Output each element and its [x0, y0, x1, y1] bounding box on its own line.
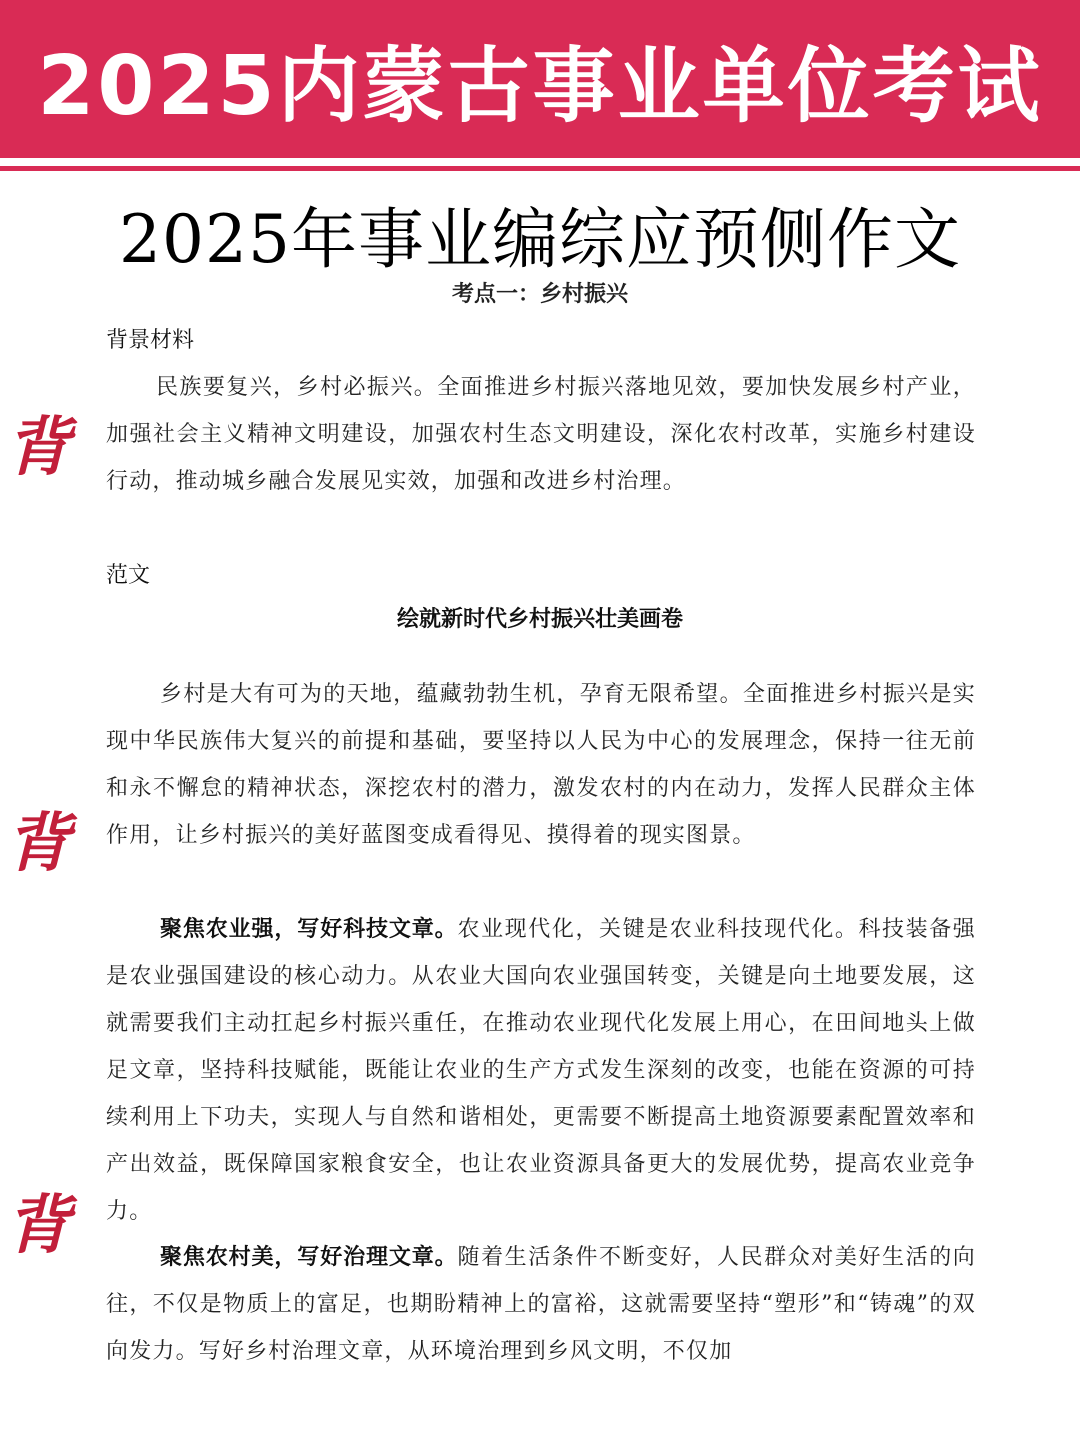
essay-title: 绘就新时代乡村振兴壮美画卷	[396, 607, 683, 632]
paragraph-lead: 聚焦农村美，写好治理文章。	[160, 1245, 458, 1270]
document-title: 2025年事业编综应预侧作文	[119, 201, 961, 278]
paragraph-lead: 聚焦农业强，写好科技文章。	[160, 917, 458, 942]
banner-divider	[0, 166, 1080, 171]
essay-paragraph-governance	[106, 1234, 976, 1375]
document-subtitle: 考点一：乡村振兴	[451, 282, 628, 307]
paragraph-body: 农业现代化，关键是农业科技现代化。科技装备强是农业强国建设的核心动力。从农业大国向农业强国转变，关键是向土地要发展，这就需要我们主动扛起乡村振兴重任，在推动农业现代化发展上用心，在田间地头上做足文章，坚持科技赋能，既能让农业的生产方式发生深刻的改变，也能在资源的可持续利用上下功夫，实现人与自然和谐相处，更需要不断提高土地资源要素配置效率和产出效益，既保障国家粮食安全，也让农业资源具备更大的发展优势，提高农业竞争力。	[106, 917, 976, 1224]
memorize-mark: 背	[6, 410, 70, 485]
essay-label: 范文	[106, 563, 151, 588]
memorize-mark: 背	[6, 1188, 70, 1263]
banner-title: 2025内蒙古事业单位考试	[37, 38, 1043, 134]
memorize-mark: 背	[6, 806, 70, 881]
background-label: 背景材料	[106, 328, 195, 353]
essay-intro-paragraph: 乡村是大有可为的天地，蕴藏勃勃生机，孕育无限希望。全面推进乡村振兴是实现中华民族伟大复兴的前提和基础，要坚持以人民为中心的发展理念，保持一往无前和永不懈怠的精神状态，深挖农村的潜力，激发农村的内在动力，发挥人民群众主体作用，让乡村振兴的美好蓝图变成看得见、摸得着的现实图景。	[106, 682, 976, 848]
essay-paragraph-agriculture	[106, 906, 976, 1235]
header-banner	[0, 0, 1080, 158]
background-paragraph: 民族要复兴，乡村必振兴。全面推进乡村振兴落地见效，要加快发展乡村产业，加强社会主义精神文明建设，加强农村生态文明建设，深化农村改革，实施乡村建设行动，推动城乡融合发展见实效，加强和改进乡村治理。	[106, 375, 976, 494]
paragraph-body: 随着生活条件不断变好，人民群众对美好生活的向往，不仅是物质上的富足，也期盼精神上的富裕，这就需要坚持“塑形”和“铸魂”的双向发力。写好乡村治理文章，从环境治理到乡风文明，不仅加	[106, 1245, 976, 1364]
